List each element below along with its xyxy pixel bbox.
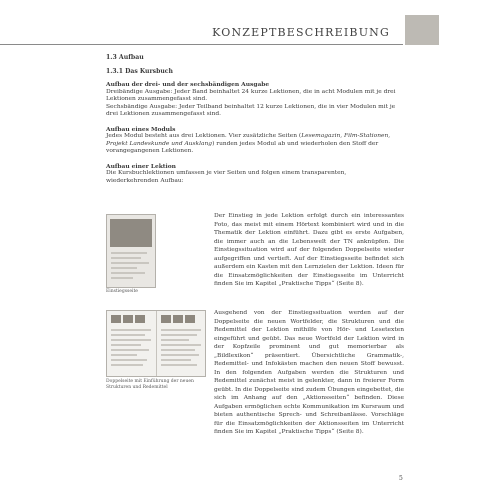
lektion-paragraph: Die Kursbuchlektionen umfassen je vier Seiten und folgen einem transparenten, wiederkehrenden Aufbau: — [106, 170, 347, 184]
page-number: 5 — [399, 475, 403, 482]
figure-caption-1: Einstiegsseite — [106, 289, 138, 294]
ausgabe-paragraph-2: Sechsbändige Ausgabe: Jeder Teilband beinhaltet 12 kurze Lektionen, die in vier Modulen mit je drei Lektionen zusammengefasst sind. — [106, 103, 396, 117]
header-accent-box — [405, 15, 439, 45]
modul-paragraph: Jedes Modul besteht aus drei Lektionen. Vier zusätzliche Seiten (Lesemagazin, Film-Stationen, Projekt Landeskunde und Ausklang) runden jedes Modul ab und wiederholen den Stoff der vorangegangenen Lektionen. — [106, 133, 391, 154]
modul-sections-list: Lesemagazin, Film-Stationen, Projekt Landeskunde und Ausklang — [106, 133, 391, 147]
modul-heading: Aufbau eines Moduls — [106, 125, 176, 133]
ausgabe-heading: Aufbau der drei- und der sechsbändigen Ausgabe — [106, 81, 270, 88]
spread-divider — [156, 311, 157, 376]
ausgabe-paragraph-1: Dreibändige Ausgabe: Jeder Band beinhaltet 24 kurze Lektionen, die in acht Modulen mit je drei Lektionen zusammengefasst sind. — [106, 88, 396, 102]
header-title: KONZEPTBESCHREIBUNG — [212, 26, 390, 39]
thumbnail-photo — [110, 219, 152, 247]
figure-caption-2: Doppelseite mit Einführung der neuen Strukturen und Redemittel — [106, 379, 194, 390]
lektion-heading: Aufbau einer Lektion — [106, 162, 176, 170]
doppelseite-description: Ausgehend von der Einstiegssituation werden auf der Doppelseite die neuen Wortfelder, die Strukturen und die Redemittel der Lektion mithilfe von Hör- und Lesetexten eingeführt und geübt. Das neue Wortfeld der Lektion wird in der Kopfzeile prominent und gut memorierbar als „Bildlexikon“ präsentiert. Übersichtliche Grammatik-, Redemittel- und Infokästen machen den neuen Stoff bewusst. In den folgenden Aufgaben werden die Strukturen und Redemittel zunächst meist in gelenkter, dann in freierer Form geübt. In die Doppelseite sind zudem Übungen eingebettet, die sich im Anhang auf den „Aktionsseiten“ befinden. Diese Aufgaben ermöglichen echte Kommunikation im Kursraum und bieten authentische Sprech- und Schreibanlässe. Vorschläge für die Einsatzmöglichkeiten der Aktionsseiten im Unterricht finden Sie im Kapitel „Praktische Tipps“ (Seite 8). — [214, 310, 404, 435]
main-content — [106, 54, 400, 185]
einstieg-description: Der Einstieg in jede Lektion erfolgt durch ein interessantes Foto, das meist mit einem Hörtext kombiniert wird und in die Thematik der Lektion einführt. Dazu gibt es erste Aufgaben, die immer auch an die Lebenswelt der TN anknüpfen. Die Einstiegssituation wird auf der folgenden Doppelseite wieder aufgegriffen und vertieft. Auf der Einstiegsseite befindet sich außerdem ein Kasten mit den Lernzielen der Lektion. Ideen für die Einsatzmöglichkeiten der Einstiegsseite im Unterricht finden Sie im Kapitel „Praktische Tipps“ (Seite 8). — [214, 213, 404, 287]
section-heading: 1.3 Aufbau — [106, 54, 144, 61]
subsection-heading: 1.3.1 Das Kursbuch — [106, 67, 173, 75]
header-rule — [0, 44, 403, 45]
doppelseite-thumbnail — [106, 310, 206, 377]
page-header — [0, 0, 500, 45]
einstiegsseite-thumbnail — [106, 214, 156, 288]
